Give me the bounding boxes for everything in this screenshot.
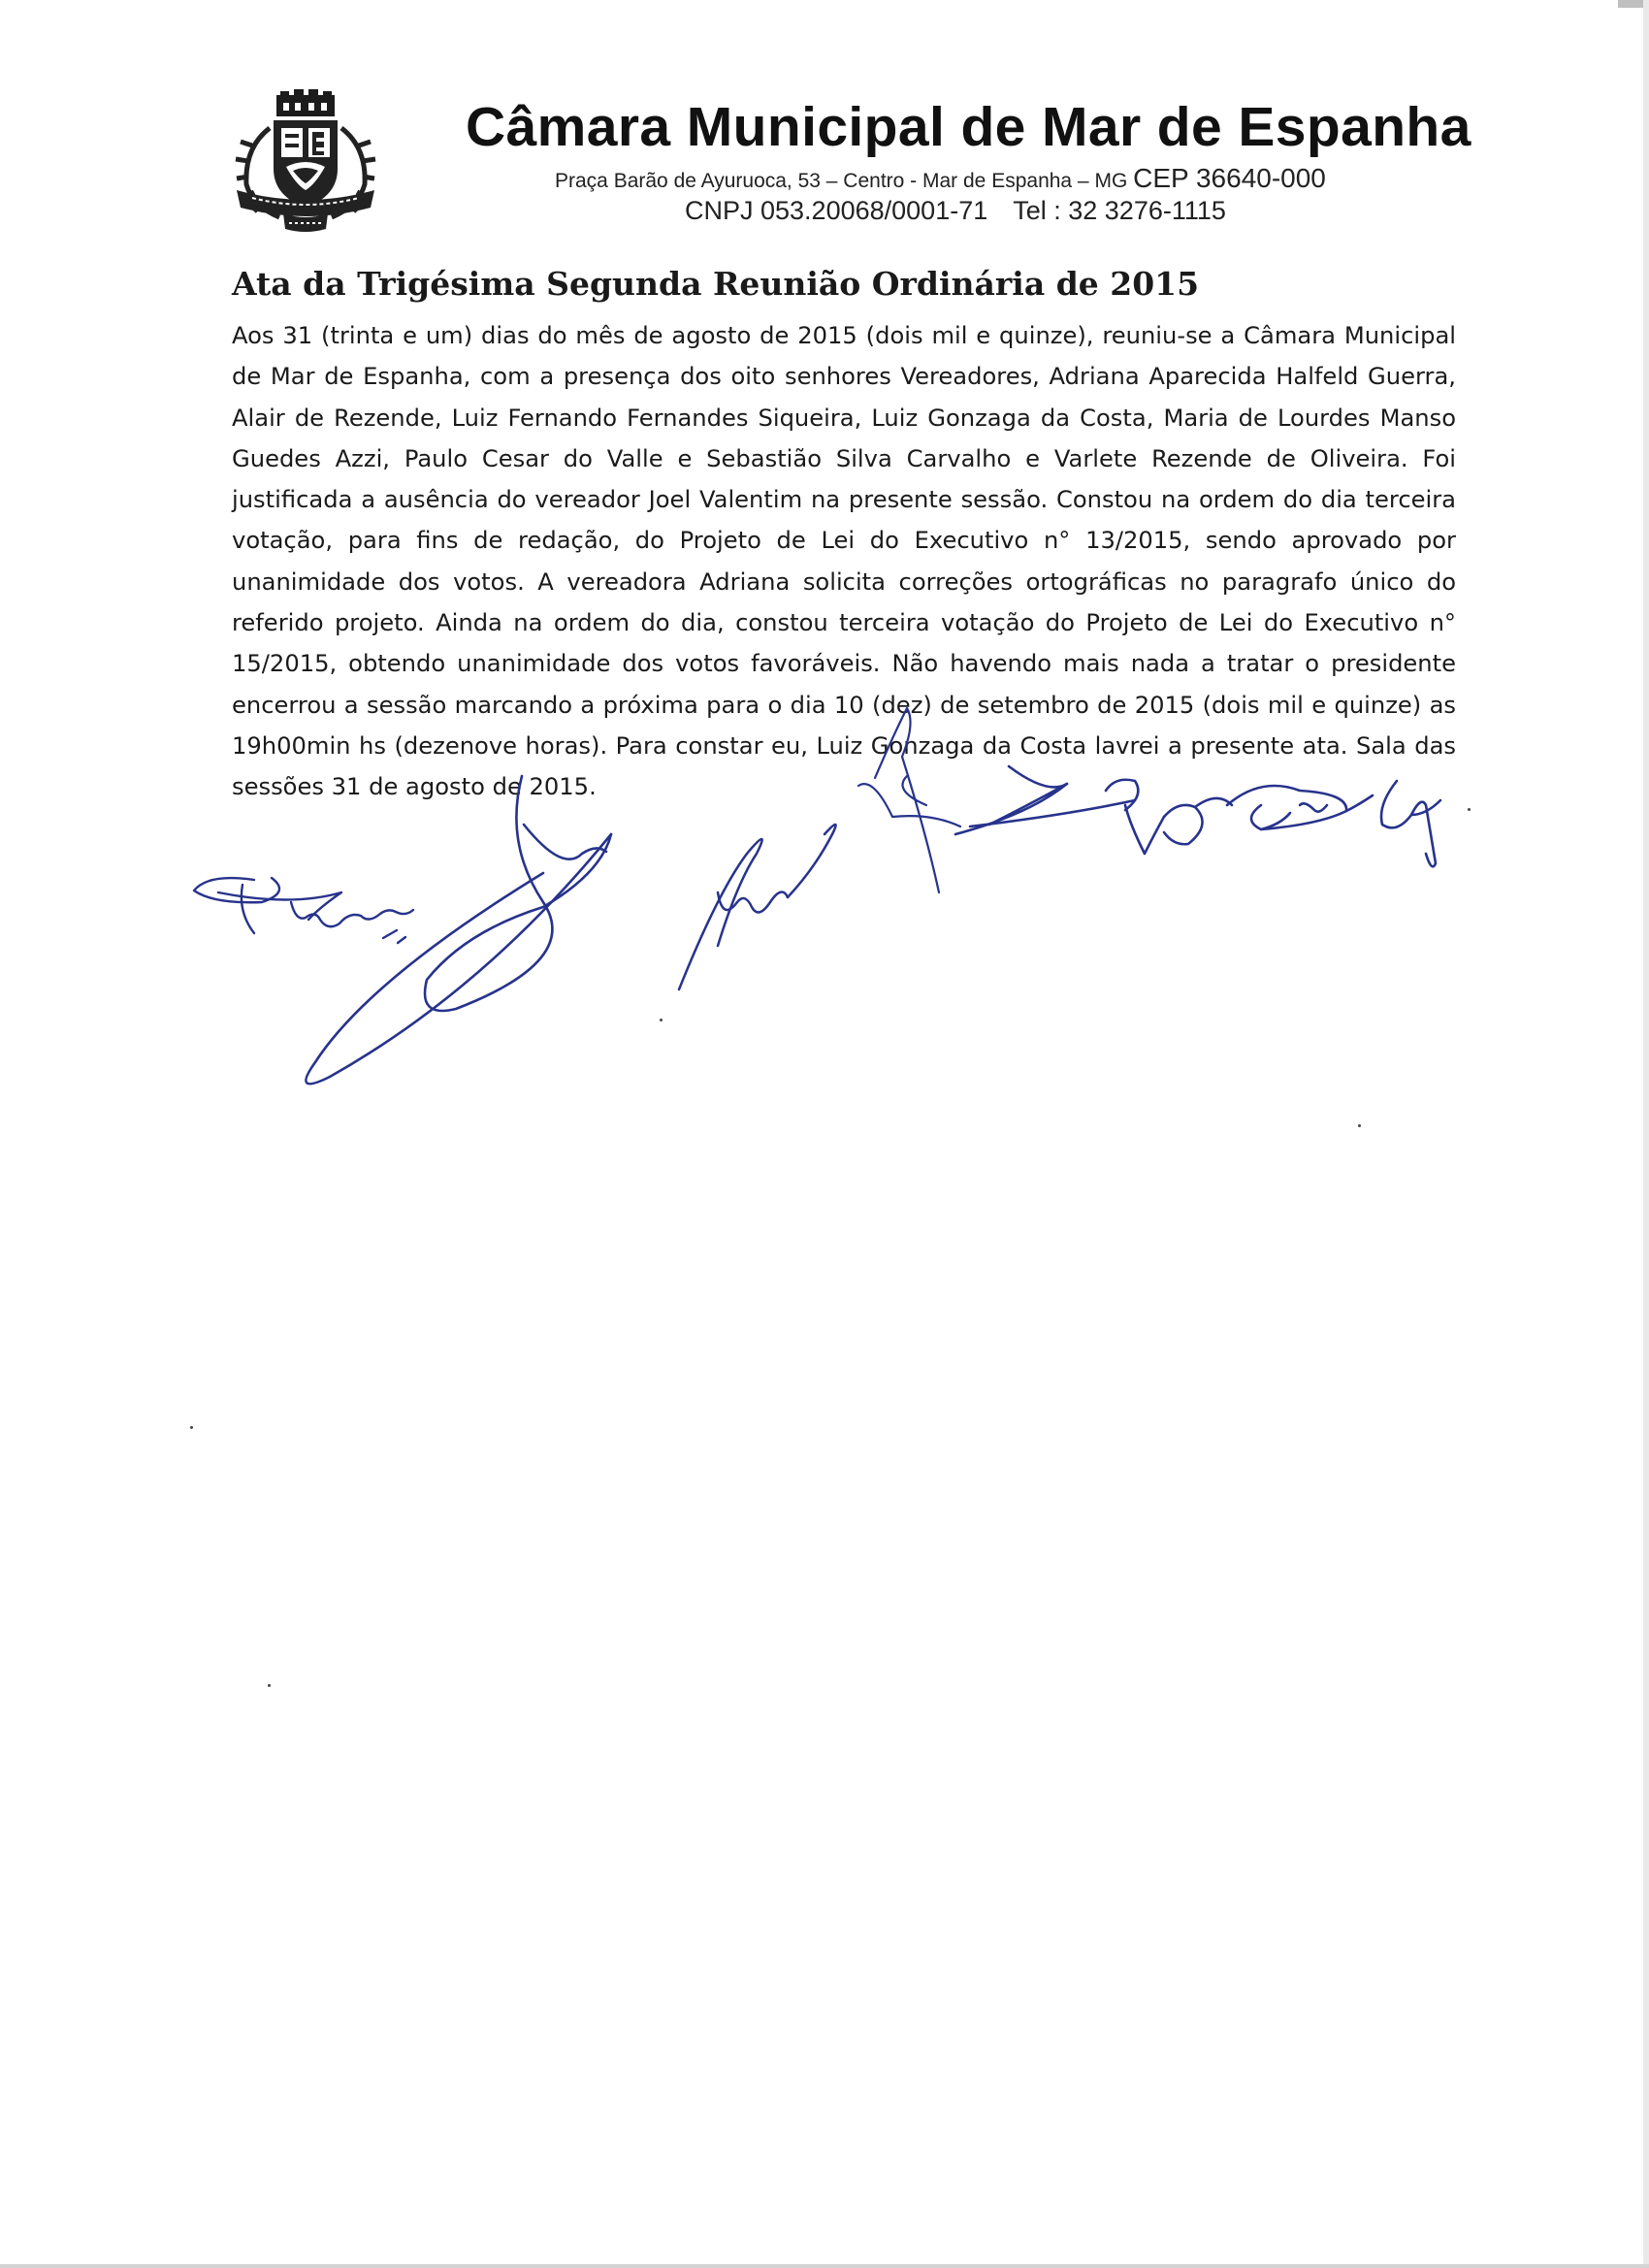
- scan-edge-bottom: [0, 2264, 1649, 2268]
- header-tel: Tel : 32 3276-1115: [1013, 196, 1226, 225]
- signature-2: [306, 776, 611, 1084]
- header-contact-line: [685, 196, 1364, 226]
- scan-edge-right: [1643, 0, 1649, 2268]
- document-title: Ata da Trigésima Segunda Reunião Ordinária de 2015: [232, 265, 1200, 303]
- scan-speck: [190, 1426, 193, 1429]
- signature-3: [679, 825, 836, 989]
- scan-speck: [1358, 1124, 1361, 1127]
- header-cep: CEP 36640-000: [1133, 163, 1326, 193]
- header-title: Câmara Municipal de Mar de Espanha: [466, 96, 1471, 158]
- document-body: Aos 31 (trinta e um) dias do mês de agosto de 2015 (dois mil e quinze), reuniu-se a Câmara Municipal de Mar de Espanha, com a presença dos oito senhores Vereadores, Adriana Aparecida Halfeld Guerra, Alair de Rezende, Luiz Fernando Fernandes Siqueira, Luiz Gonzaga da Costa, Maria de Lourdes Manso Guedes Azzi, Paulo Cesar do Valle e Sebastião Silva Carvalho e Varlete Rezende de Oliveira. Foi justificada a ausência do vereador Joel Valentim na presente sessão. Constou na ordem do dia terceira votação, para fins de redação, do Projeto de Lei do Executivo n° 13/2015, sendo aprovado por unanimidade dos votos. A vereadora Adriana solicita correções ortográficas no paragrafo único do referido projeto. Ainda na ordem do dia, constou terceira votação do Projeto de Lei do Executivo n° 15/2015, obtendo unanimidade dos votos favoráveis. Não havendo mais nada a tratar o presidente encerrou a sessão marcando a próxima para o dia 10 (dez) de setembro de 2015 (dois mil e quinze) as 19h00min hs (dezenove horas). Para constar eu, Luiz Gonzaga da Costa lavrei a presente ata. Sala das sessões 31 de agosto de 2015.: [232, 322, 1456, 801]
- scan-speck: [268, 1684, 271, 1687]
- scan-speck: [660, 1019, 663, 1021]
- scan-speck: [1468, 808, 1471, 811]
- municipal-coat-of-arms-icon: [233, 89, 378, 235]
- header-address: Praça Barão de Ayuruoca, 53 – Centro - Mar de Espanha – MG: [555, 170, 1128, 192]
- header-address-line: [555, 163, 1428, 194]
- header-cnpj: CNPJ 053.20068/0001-71: [685, 196, 988, 225]
- signature-1: [194, 878, 413, 943]
